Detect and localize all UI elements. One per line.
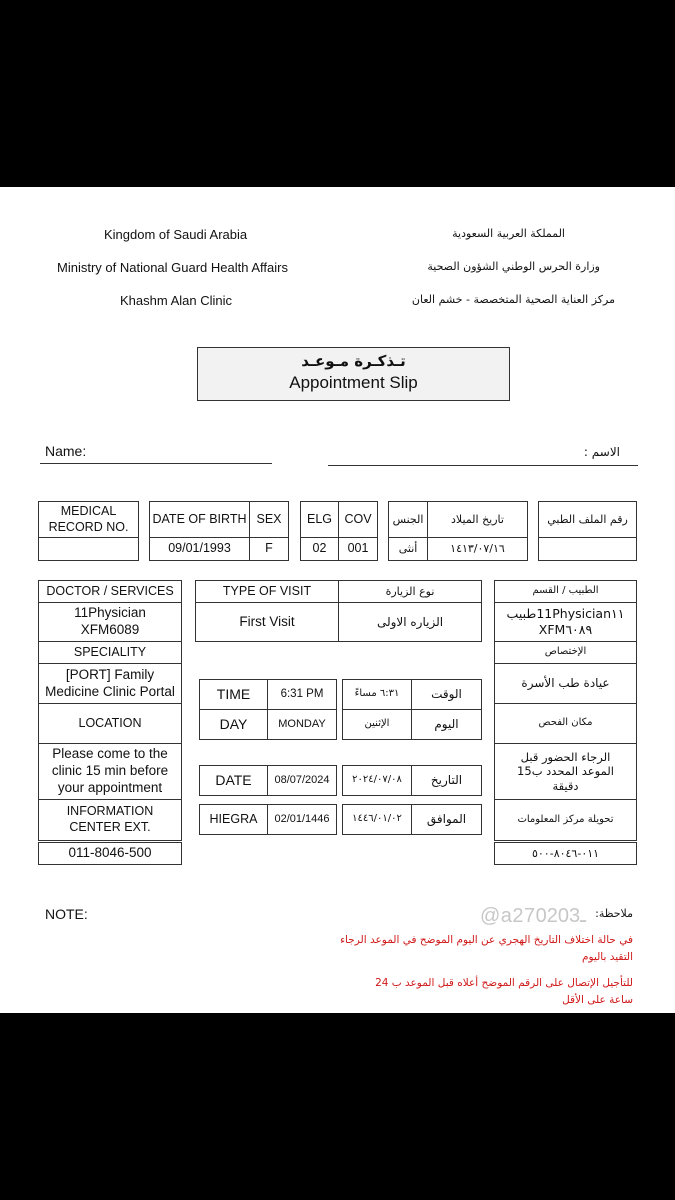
note-label-ar: ملاحظة: bbox=[595, 907, 633, 920]
mrn-value-ar bbox=[538, 537, 637, 561]
type-visit-label: TYPE OF VISIT bbox=[195, 580, 339, 603]
sex-value: F bbox=[249, 537, 289, 561]
location-label: LOCATION bbox=[38, 703, 182, 744]
cov-value: 001 bbox=[338, 537, 378, 561]
sex-label: SEX bbox=[249, 501, 289, 538]
date-value-ar: ٢٠٢٤/٠٧/٠٨ bbox=[342, 765, 412, 796]
header-en-line3: Khashm Alan Clinic bbox=[120, 293, 232, 308]
hiegra-label: HIEGRA bbox=[199, 804, 268, 835]
dob-value-ar: ١٤١٣/٠٧/١٦ bbox=[427, 537, 528, 561]
title-box bbox=[197, 347, 510, 401]
dob-label-ar: تاريخ الميلاد bbox=[427, 501, 528, 538]
sex-value-ar: أنثى bbox=[388, 537, 428, 561]
doctor-value: 11Physician XFM6089 bbox=[38, 602, 182, 642]
sex-label-ar: الجنس bbox=[388, 501, 428, 538]
elg-label: ELG bbox=[300, 501, 339, 538]
day-value-ar: الإثنين bbox=[342, 709, 412, 740]
header-ar-line2: وزارة الحرس الوطني الشؤون الصحية bbox=[427, 260, 600, 273]
come-note-ar: الرجاء الحضور قبل الموعد المحدد ب15 دقيقة bbox=[494, 743, 637, 800]
type-visit-value: First Visit bbox=[195, 602, 339, 642]
hiegra-value-ar: ١٤٤٦/٠١/٠٢ bbox=[342, 804, 412, 835]
header-ar-line1: المملكة العربية السعودية bbox=[452, 227, 565, 240]
info-label-ar: تحويلة مركز المعلومات bbox=[494, 799, 637, 841]
time-label-ar: الوقت bbox=[411, 679, 482, 710]
header-ar-line3: مركز العناية الصحية المتخصصة - خشم العان bbox=[411, 293, 615, 306]
date-label: DATE bbox=[199, 765, 268, 796]
name-underline-left bbox=[40, 463, 272, 464]
dob-label: DATE OF BIRTH bbox=[149, 501, 250, 538]
speciality-label: SPECIALITY bbox=[38, 641, 182, 664]
time-value: 6:31 PM bbox=[267, 679, 337, 710]
hiegra-label-ar: الموافق bbox=[411, 804, 482, 835]
header-en-line2: Ministry of National Guard Health Affairs bbox=[57, 260, 288, 275]
day-label: DAY bbox=[199, 709, 268, 740]
name-label-ar: الاسم : bbox=[583, 445, 620, 459]
elg-value: 02 bbox=[300, 537, 339, 561]
doctor-label: DOCTOR / SERVICES bbox=[38, 580, 182, 603]
type-visit-value-ar: الزياره الاولى bbox=[338, 602, 482, 642]
mrn-label-ar: رقم الملف الطبي bbox=[538, 501, 637, 538]
date-label-ar: التاريخ bbox=[411, 765, 482, 796]
appointment-slip-sheet bbox=[0, 187, 675, 1013]
title-ar: تـذكـرة مـوعـد bbox=[301, 352, 406, 370]
mrn-value bbox=[38, 537, 139, 561]
type-visit-label-ar: نوع الزيارة bbox=[338, 580, 482, 603]
speciality-value: [PORT] Family Medicine Clinic Portal bbox=[38, 663, 182, 704]
hiegra-value: 02/01/1446 bbox=[267, 804, 337, 835]
header-en-line1: Kingdom of Saudi Arabia bbox=[104, 227, 248, 242]
day-label-ar: اليوم bbox=[411, 709, 482, 740]
day-value: MONDAY bbox=[267, 709, 337, 740]
cov-label: COV bbox=[338, 501, 378, 538]
title-en: Appointment Slip bbox=[289, 373, 418, 392]
come-note: Please come to the clinic 15 min before your appointment bbox=[38, 743, 182, 800]
name-underline-right bbox=[328, 465, 638, 466]
speciality-value-ar: عيادة طب الأسرة bbox=[494, 663, 637, 704]
watermark bbox=[480, 903, 586, 928]
info-label: INFORMATION CENTER EXT. bbox=[38, 799, 182, 841]
note-hijri: في حالة اختلاف التاريخ الهجري عن اليوم الموضح في الموعد الرجاء التقيد باليوم bbox=[340, 934, 633, 963]
note-label: NOTE: bbox=[45, 906, 88, 922]
time-value-ar: ٦:٣١ مساءً bbox=[342, 679, 412, 710]
location-label-ar: مكان الفحص bbox=[494, 703, 637, 744]
doctor-value-ar: 11Physician١١طبيب XFM٦٠٨٩ bbox=[494, 602, 637, 642]
doctor-label-ar: الطبيب / القسم bbox=[494, 580, 637, 603]
dob-value: 09/01/1993 bbox=[149, 537, 250, 561]
info-value: 011-8046-500 bbox=[38, 842, 182, 865]
watermark-text: @a27ـ0203 bbox=[480, 905, 587, 927]
date-value: 08/07/2024 bbox=[267, 765, 337, 796]
info-value-ar: ٠١١-٨٠٤٦-٥٠٠ bbox=[494, 842, 637, 865]
mrn-label: MEDICAL RECORD NO. bbox=[38, 501, 139, 538]
time-label: TIME bbox=[199, 679, 268, 710]
speciality-label-ar: الإختصاص bbox=[494, 641, 637, 664]
note-reschedule: للتأجيل الإتصال على الرقم الموضح أعلاه قبل الموعد ب 24 ساعة على الأقل bbox=[375, 977, 633, 1006]
name-label: Name: bbox=[45, 443, 87, 459]
